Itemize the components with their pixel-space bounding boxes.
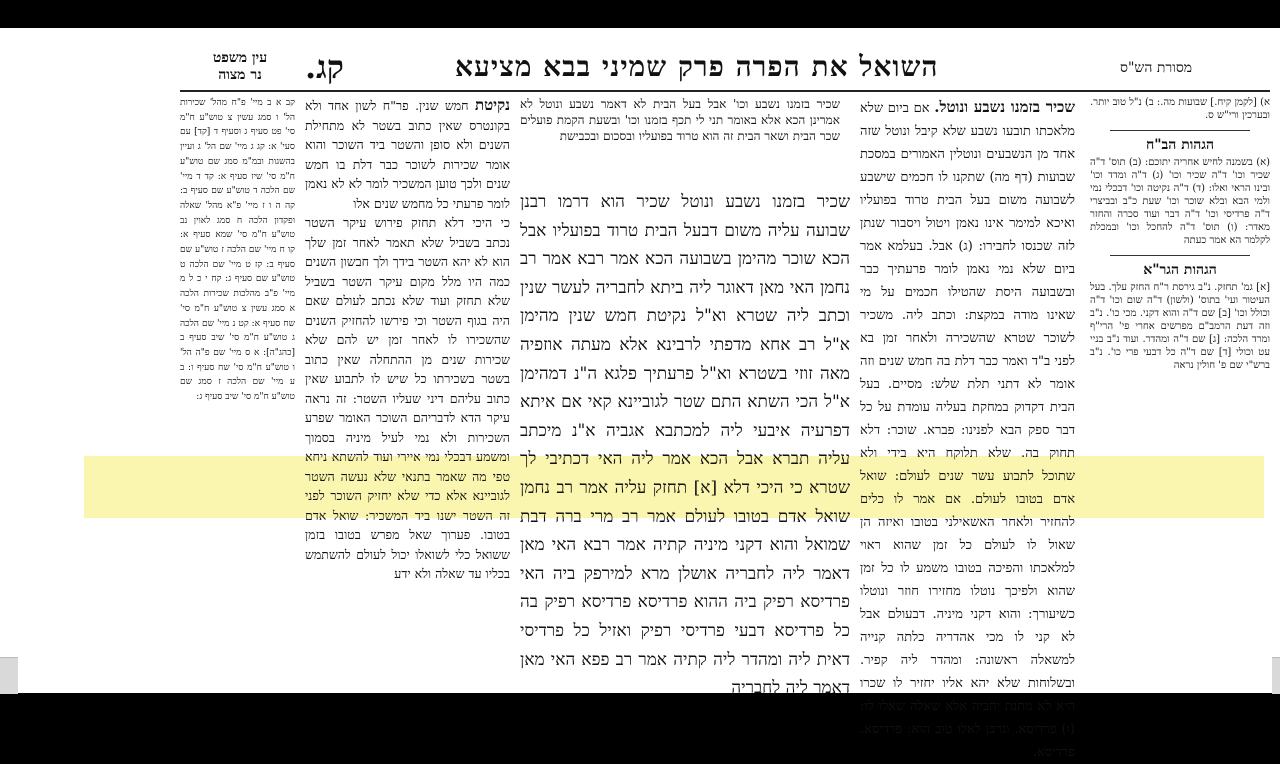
eyn-mishpat-heading: עין משפט נר מצוה — [212, 50, 268, 83]
bach-text: (א) בשמנה לחיש אחריה יתוכם: (ב) תוס' ד"ה שכיר וכו' ד"ה שכיר וכו' (ג) ד"ה ומדד וכו' ובינו הראי ואלו: (ד) ד"ה נקיטה וכו' דבכלי נמי ולמי הבא ובלא שוכר וכו' שעת כ"ב ובביצרי ד"ה פרדיסי וכו' ד"ה דבר ועוד סכרה והחזר מאדר: (ו) תוס' ד"ה להחכל וכו' ובמכלת לקלמר הא אמר כעתה — [1090, 157, 1270, 246]
header-rule — [180, 90, 1270, 92]
gemara-top-text: שכיר בזמנו נשבע וכו' אבל בעל הבית לא דאמר נשבע ונוטל לא אמרינן הכא אלא באומר תני לי תכף בזמנו וכו' ובשעת הקמת פועלים שכר הבית ושאר הבית זה הוא טרוד בפועליו ובסכום ובכבישת — [520, 97, 840, 143]
eyn-mishpat-text: קב א ב מיי' פ"ח מהל' שכירות הל' ו סמג עשין צ טוש"ע ח"מ סי' פט סעיף ג וסעיף ד [קד] עם סעי' א: קג ג מיי' שם הל' ג ועיין בהשגות ובמ"מ סמג שם טוש"ע ח"מ סי' שיז סעיף א: קד ד מיי' שם הלכה ד טוש"ע שם סעיף ב: קה ה ו ז מיי' פ"א מהל' שאלה ופקדון הלכה ח סמג לאוין נב טוש"ע ח"מ סי' שמא סעיף א: קו ח מיי' שם הלכה ז טוש"ע שם סעיף ב: קז ט מיי' שם הלכה ט טוש"ע שם סעיף ג: קח י כ ל מ מיי' פ"ב מהלכות שכירות הלכה א סמג עשין צ טוש"ע ח"מ סי' שח סעיף א: קט נ מיי' שם הלכה ג טוש"ע ח"מ סי' שיב סעיף ב [כהג"ה]: א ס מיי' שם פ"ה הל' ו טוש"ע ח"מ סי' שח סעיף ו: ב ע מיי' שם הלכה ז סמג שם טוש"ע ח"מ סי' שיב סעיף ג: — [180, 98, 295, 403]
talmud-page — [80, 28, 1270, 760]
masoret-text: א) [לקמן קיח.] שבועות מה.: ב) נ"ל טוב יותר. ובערכין ורי"ש ס. — [1090, 97, 1270, 121]
right-scroll-gutter[interactable] — [1272, 657, 1280, 694]
daf-number: קג. — [305, 48, 344, 86]
tosafot-column — [305, 96, 510, 693]
gloss-column — [1090, 96, 1270, 372]
rashi-column — [860, 96, 1075, 760]
rashi-text: אם ביום שלא מלאכתו תובעו נשבע שלא קיבל ונוטל שזה אחד מן הנשבעים ונוטלין האמורים במסכת שבועות (דף מה) שתקנו לו חכמים שישבע לשבועה משום בעל הבית טרוד בפועליו ואיכא למימר אינו נאמן ויטול ויסבור שנתן לזה שכנסו לחבירו: (ג) אבל. בעלמא אמר ביום שלא נמי נאמן לומר פרעתיך כבר ובשבועה היסת שהטילו חכמים על מי שאינו מודה במקצת: וכתב ליה. משכיר לשוכר שטרא שהשכירה ולאחר זמן בא לפני ב"ד ואמר כבר דלת בה חמש שנים וזה אומר לא דתני תלת שלש: מסיים. בעל הבית דקדוק במחקת בעליה עומדת על כל דבר ספק הבא לפנינו: פברא. שוכר: דלא תחוק בה. שלא תלוקח היא בידי ולא שתוכל לתבוע עשר שנים לעולם: שואל אדם בטובו לעולם. אם אמר לו כלים להחזיר ולאחר האשאילני בטובו ואיזה הן שאול לו לעולם כל זמן שהוא ראוי למלאכתו והפיכה בטובו משמע לו כל זמן שהוא ולפיכך נוטלו מחזירו חוזר ונוטלו כשיעורך: והוא דקני מיניה. דבעולם אבל לא קני לו מכי אהדריה כלתה קנייה למשאלה ראשונה: ומהדר ליה קפיר. ובשלוחות שלא יהא אליו יחזיר לו שכרו היא לא מתנת יהביה אלא שאלה שאלו לו: (ו) פרדיסא. וגרבן לאלו טוב הוא: פרדיסא. פרדיסא. — [860, 101, 1075, 760]
gra-title: הגהות הגר"א — [1143, 262, 1217, 278]
gemara-text: שכיר בזמנו נשבע ונוטל שכיר הוא דרמו רבנן שבועה עליה משום דבעל הבית טרוד בפועליו אבל הכא שוכר מהימן בשבועה הכא אמר רבא אמר רב נחמן האי מאן דאוגר ליה ביתא לחבריה לעשר שנין וכתב ליה שטרא וא"ל נקיטת חמש שנין מהימן א"ל רב אחא מדפתי לרבינא אלא מעתה אוזפיה מאה זוזי בשטרא וא"ל פרעתיך פלגא ה"נ דמהימן א"ל הכי השתא התם שטר לגוביינא קאי אם איתא דפרעיה איבעי ליה למכתבא אגביה א"נ מיכתב עליה תברא אבל הכא אמר ליה האי דכתיבי לך שטרא כי היכי דלא [א] תחזק עליה אמר רב נחמן שואל אדם בטובו לעולם אמר רב מרי ברה דבת שמואל והוא דקני מיניה קתיה אמר רבא האי מאן דאמר ליה לחבריה אושלן מרא למירפק ביה האי פרדיסא רפיק ביה ההוא פרדיסא פרדיסא רפיק בה כל פרדיסא דבעי פרדיסי רפיק ואזיל כל פרדיסי דאית ליה ומהדר ליה קתיה אמר רב פפא האי מאן דאמר ליה לחבריה — [520, 192, 850, 699]
document-viewer[interactable] — [0, 28, 1280, 760]
divider — [1110, 130, 1250, 131]
tosafot-lead: נקיטת — [474, 96, 510, 114]
page-title: השואל את הפרה פרק שמיני בבא מציעא — [455, 50, 939, 83]
left-scroll-gutter[interactable] — [0, 657, 18, 694]
tosafot-text: כי היכי דלא תחזק פירוש עיקר השטר נכתב בשביל שלא תאמר לאחר זמן שלך הוא לא יהא השטר בידך ולך חבשון השנים כמה היו מלל מקום עיקר השטר בשביל שלא תחזק ועוד שלא נכתב לעולם שאם היה בגוף השטר וכי פירשו להחזיק השנים שהשכירו לו לאחר זמן יש להם שלא שכירות שנים מן ההתחלה שאין כתוב בשטר בשכירתו כל שיש לו לתבוע שאין כתוב עליהם דיני שעליו השטר: זה נראה עיקר הדא לדבריהם השוכר האומר שפרע השכירות ולא נמי לעיל מיניה בסמוך ומשמע דבכלי נמי איירי ועוד להשתא ניחא טפי מה שאמר בתנאי שלא נעשה השטר לגוביינא אלא כדי שלא יחזיק השוכר לפני זה השטר ישנו ביד המשכיר: שואל אדם בטובו. פערוך שאל מפרש בטובו בזמן ששואל כלי לשואלו יכול לעולם להשתמש בכליו עד שאלה ולא ידע — [305, 215, 510, 581]
bach-title: הגהות הב"ח — [1145, 137, 1215, 153]
page-header — [80, 50, 1270, 90]
gemara-top-rashi — [520, 96, 840, 176]
divider — [1110, 255, 1250, 256]
gemara-column — [520, 188, 850, 699]
tosafot-top-text: חמש שנין. פר"ח לשון אחד ולא בקונטרס שאין כתוב בשטר לא מתחילת השנים ולא סופן והשטר ביד השוכר והוא אומר שכירות לשוכר כבר דלת בו חמש שנים ולכך טוען המשכיר לומר לא לא נאמן לומר פרעתי כל מחמש שנים אלו — [305, 98, 510, 211]
rashi-lead: שכיר בזמנו נשבע ונוטל. — [934, 98, 1075, 116]
masoret-heading: מסורת הש"ס — [1120, 60, 1193, 76]
gra-text: [א] גמ' תחזק. נ"ב גירסת ר"ח החזק עלך. בעל העיטור ועי' בתוס' (ולשון) ד"ה שום וכו' ד"ה וכולל וכו' [ב] שם ד"ה והוא דקני. מכי כו'. נ"ב וזה דעת הרמב"ם מפרשים אחרי פי' הרי"ף ומרד הלכה: [ג] שם ד"ה ומהדר. ועוד נ"ב בניי עט וכולי [ד] שם ד"ה כל דבעי פרי כו'. נ"ב ברש"י שם פ' חולין נראה — [1090, 282, 1270, 371]
eyn-mishpat-column — [180, 96, 295, 596]
